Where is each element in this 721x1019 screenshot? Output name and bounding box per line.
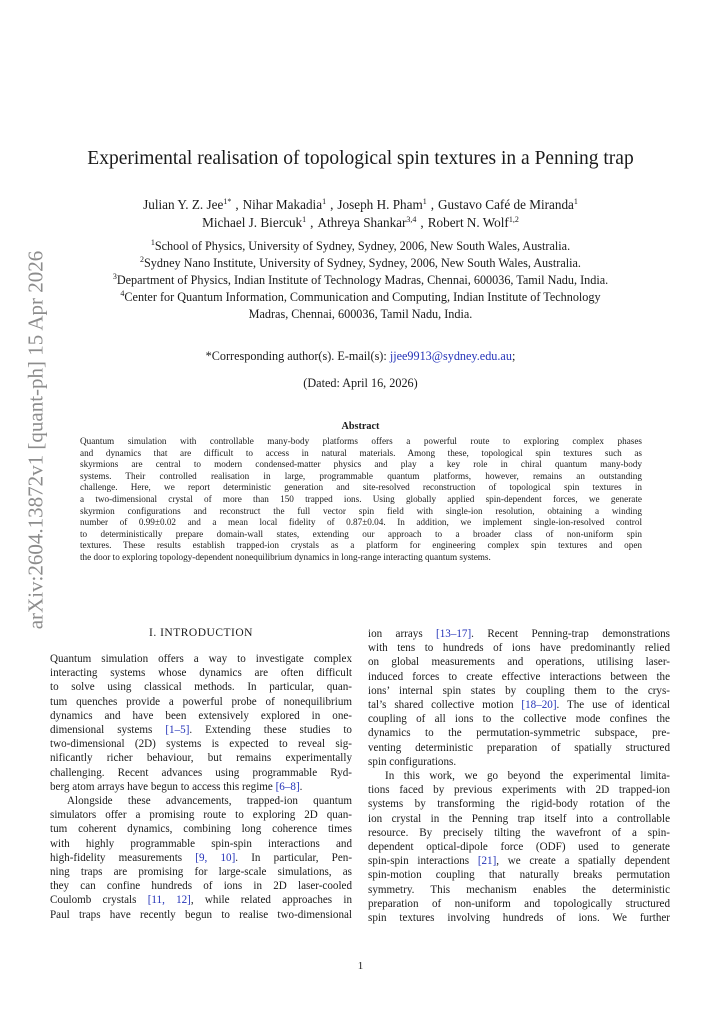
body-text: to solve using classical methods. In particular, quan- [50, 681, 352, 694]
body-text-line [50, 893, 352, 907]
affiliation-mark: 2 [140, 255, 145, 264]
body-text: induced forces to create effective interactions between the [368, 670, 670, 683]
author-affiliation-mark: 1 [422, 197, 427, 206]
body-text-line [50, 680, 352, 694]
affiliation-text: Madras, Chennai, 600036, Tamil Nadu, India. [248, 307, 473, 321]
body-text-line [368, 783, 670, 797]
citation-link[interactable]: [6–8] [275, 780, 300, 793]
body-text: they can confine hundreds of ions in 2D laser-cooled [50, 880, 352, 893]
body-text-line [368, 698, 670, 712]
abstract-line: skyrmions are central to modern condensed-matter physics and play a key role in chiral quantum many-body [80, 459, 642, 470]
body-text-line [368, 726, 670, 740]
body-text: tum coherent dynamics, combining long coherence times [50, 823, 352, 836]
arxiv-sidebar [16, 200, 56, 680]
body-text-line [368, 812, 670, 826]
abstract-line: challenge. Here, we report deterministic generation and site-resolved reconstruction of topological spin textures in [80, 482, 642, 493]
abstract-line: skyrmion configurations and reconstruct the full vector spin field with single-ion resolution, obtaining a winding [80, 505, 642, 516]
author-name: Nihar Makadia$^1$ [242, 197, 327, 212]
author-line-2: Michael J. Biercuk$^1$ , Athreya Shankar$^{3,4}$ , Robert N. Wolf$^{1,2}$ [202, 215, 519, 230]
author-affiliation-mark: 1 [573, 197, 578, 206]
body-text: dynamics to the permutation-symmetric subspace, pre- [368, 727, 670, 740]
corresponding-label: *Corresponding author(s). E-mail(s): [205, 349, 390, 363]
body-text: dimensional systems [50, 724, 166, 737]
affiliation-mark: 1 [150, 238, 155, 247]
body-text-line [50, 751, 352, 765]
body-text: Alongside these advancements, trapped-ion quantum [67, 795, 352, 808]
body-text-line [368, 911, 670, 925]
body-text: . [299, 780, 303, 793]
body-text: tions faced by previous experiments with 2D trapped-ion [368, 784, 670, 797]
body-text-line [50, 822, 352, 836]
body-text: berg atom arrays have begun to access this regime [50, 780, 276, 793]
body-text: , we create a spatially dependent [496, 855, 670, 868]
body-text-line [50, 851, 352, 865]
body-text-line [50, 780, 352, 794]
body-text: In this work, we go beyond the experimental limita- [385, 770, 670, 783]
body-text: preparation of non-uniform and topologically structured [368, 897, 670, 910]
body-text-line [368, 897, 670, 911]
citation-link[interactable]: [11, 12] [147, 894, 191, 907]
affiliation-mark: 3 [112, 272, 117, 281]
body-text-line [368, 684, 670, 698]
body-text-line [50, 879, 352, 893]
author-name: Robert N. Wolf$^{1,2}$ [427, 215, 519, 230]
right-column [368, 627, 670, 925]
body-text-line [50, 737, 352, 751]
author-name: Joseph H. Pham$^1$ [337, 197, 427, 212]
citation-link[interactable]: [18–20] [521, 699, 557, 712]
body-text: . The use of identical [556, 699, 671, 712]
body-text-line [368, 741, 670, 755]
corresponding-suffix: ; [511, 349, 516, 363]
body-text-line [50, 837, 352, 851]
abstract-line: textures. These results establish trapped-ion crystals as a platform for engineering complex spin textures and open [80, 540, 642, 551]
body-text: ions’ internal spin states by coupling them to the crys- [368, 684, 670, 697]
affiliation-line [0, 289, 721, 306]
body-text: resource. By precisely tilting the wavefront of a spin- [368, 826, 670, 839]
body-text: tal’s shared collective motion [368, 699, 522, 712]
body-text: dynamics and have been extensively explored in one- [50, 709, 352, 722]
arxiv-identifier: arXiv:2604.13872v1 [quant-ph] 15 Apr 2026 [23, 250, 48, 630]
body-text-line [50, 709, 352, 723]
body-text-line [50, 865, 352, 879]
citation-link[interactable]: [13–17] [436, 628, 472, 640]
left-column [50, 652, 352, 922]
affiliation-mark: 4 [120, 289, 125, 298]
affiliation-line [0, 272, 721, 289]
author-affiliation-mark: 1 [302, 215, 307, 224]
author-list [0, 196, 721, 232]
affiliation-line [0, 306, 721, 323]
body-text: simulators offer a promising route to exploring 2D quan- [50, 809, 352, 822]
author-affiliation-mark: 1 [322, 197, 327, 206]
body-text: . Recent Penning-trap demonstrations [471, 628, 670, 640]
body-text: on global measurements and operations, utilising laser- [368, 656, 670, 669]
body-text: , while related approaches in [190, 894, 352, 907]
body-text: Coulomb crystals [50, 894, 148, 907]
body-text-line [368, 655, 670, 669]
affiliations [0, 238, 721, 323]
affiliation-line [0, 255, 721, 272]
abstract-line: and dynamics that are difficult to access in natural materials. Among these, topological spin textures such as [80, 447, 642, 458]
author-line-1: Julian Y. Z. Jee$^{1*}$ , Nihar Makadia$^1$ , Joseph H. Pham$^1$ , Gustavo Café de Miranda$^1$ [143, 197, 578, 212]
citation-link[interactable]: [1–5] [165, 724, 190, 737]
body-text-line [368, 712, 670, 726]
body-text-line [50, 695, 352, 709]
body-text: spin-spin interactions [368, 855, 478, 868]
affiliation-text: Center for Quantum Information, Communication and Computing, Indian Institute of Technology [124, 290, 601, 304]
body-text: symmetry. This mechanism enables the deterministic [368, 883, 670, 896]
abstract-line: the door to exploring topology-dependent nonequilibrium dynamics in long-range interacting quantum systems. [80, 551, 491, 562]
paper-title: Experimental realisation of topological spin textures in a Penning trap [87, 148, 634, 169]
body-text: nificantly richer behaviour, but remains experimentally [50, 752, 352, 765]
body-text: . In particular, Pen- [235, 851, 353, 864]
citation-link[interactable]: [21] [477, 855, 497, 868]
body-text-line [50, 652, 352, 666]
body-text: spin textures involving hundreds of ions. We further [368, 912, 670, 925]
body-text: spin-motion coupling that naturally breaks permutation [368, 869, 670, 882]
author-affiliation-mark: 1* [223, 197, 232, 206]
body-text: with tens to hundreds of ions have predominantly relied [368, 642, 670, 655]
body-text: dependent optical-dipole force (ODF) used to generate [368, 841, 670, 854]
body-text-line [50, 794, 352, 808]
author-name: Julian Y. Z. Jee$^{1*}$ [143, 197, 232, 212]
body-text: coupling of all ions to the collective mode confines the [368, 713, 670, 726]
body-text-line [368, 769, 670, 783]
author-name: Michael J. Biercuk$^1$ [202, 215, 307, 230]
body-text: Quantum simulation offers a way to investigate complex [50, 653, 352, 665]
body-text: spin configurations. [368, 755, 457, 768]
body-text: ning traps are promising for large-scale simulations, as [50, 866, 352, 879]
body-text: ion arrays [368, 628, 437, 640]
email-link[interactable]: jjee9913@sydney.edu.au [389, 349, 512, 363]
author-affiliation-mark: 3,4 [406, 215, 417, 224]
body-text-line [368, 868, 670, 882]
body-text: venting deterministic preparation of spatially structured [368, 741, 670, 754]
section-heading: I. INTRODUCTION [149, 627, 253, 639]
body-text: . Extending these studies to [189, 724, 352, 737]
body-text: high-fidelity measurements [50, 851, 196, 864]
page-number: 1 [357, 960, 364, 972]
body-text-line [368, 641, 670, 655]
body-text: tum quenches provide a powerful probe of nonequilibrium [50, 695, 352, 708]
body-text: two-dimensional (2D) systems is expected to reveal sig- [50, 738, 352, 751]
author-name: Athreya Shankar$^{3,4}$ [317, 215, 417, 230]
abstract-line: to deterministically prepare domain-wall states, extending our approach to a broader class of non-uniform spin [80, 528, 642, 539]
citation-link[interactable]: [9, 10] [195, 851, 236, 864]
body-text: systems by transforming the rigid-body rotation of the [368, 798, 670, 811]
body-text-line [368, 797, 670, 811]
abstract-line: a two-dimensional crystal of more than 150 trapped ions. Using globally applied spin-dependent forces, we generate [80, 493, 642, 504]
abstract-line: number of 0.99±0.02 and a mean local fidelity of 0.87±0.04. In addition, we implement single-ion-resolved control [80, 517, 642, 528]
body-text-line [368, 670, 670, 684]
body-text-line [50, 808, 352, 822]
body-text-line [368, 826, 670, 840]
body-text-line [368, 840, 670, 854]
body-text: interacting systems whose dynamics are often difficult [50, 667, 352, 680]
body-text: challenging. Recent advances using programmable Ryd- [50, 766, 352, 779]
affiliation-text: Department of Physics, Indian Institute of Technology Madras, Chennai, 600036, Tamil Nadu, India. [116, 273, 609, 287]
author-affiliation-mark: 1,2 [508, 215, 519, 224]
abstract-line: Quantum simulation with controllable many-body platforms offers a powerful route to exploring complex phases [80, 436, 642, 446]
affiliation-line [0, 238, 721, 255]
affiliation-text: School of Physics, University of Sydney, Sydney, 2006, New South Wales, Australia. [154, 239, 571, 253]
dated-line: (Dated: April 16, 2026) [303, 376, 418, 390]
affiliation-text: Sydney Nano Institute, University of Sydney, Sydney, 2006, New South Wales, Australia. [144, 256, 581, 270]
body-text: with highly programmable spin-spin interactions and [50, 837, 352, 850]
corresponding-author [0, 349, 721, 364]
body-text-line [368, 627, 670, 641]
body-text-line [50, 666, 352, 680]
body-text-line [50, 766, 352, 780]
author-name: Gustavo Café de Miranda$^1$ [438, 197, 578, 212]
body-text-line [368, 883, 670, 897]
body-text-line [50, 908, 352, 922]
body-text-line [50, 723, 352, 737]
body-text-line [368, 854, 670, 868]
abstract-line: systems. Their controlled realisation in large, programmable quantum platforms, however, remains an outstanding [80, 470, 642, 481]
body-text-line [368, 755, 670, 769]
abstract-body [80, 436, 642, 564]
body-text: ion crystal in the Penning trap itself into a controllable [368, 812, 670, 825]
body-text: Paul traps have recently begun to realise two-dimensional [50, 908, 352, 921]
abstract-heading: Abstract [341, 421, 380, 432]
